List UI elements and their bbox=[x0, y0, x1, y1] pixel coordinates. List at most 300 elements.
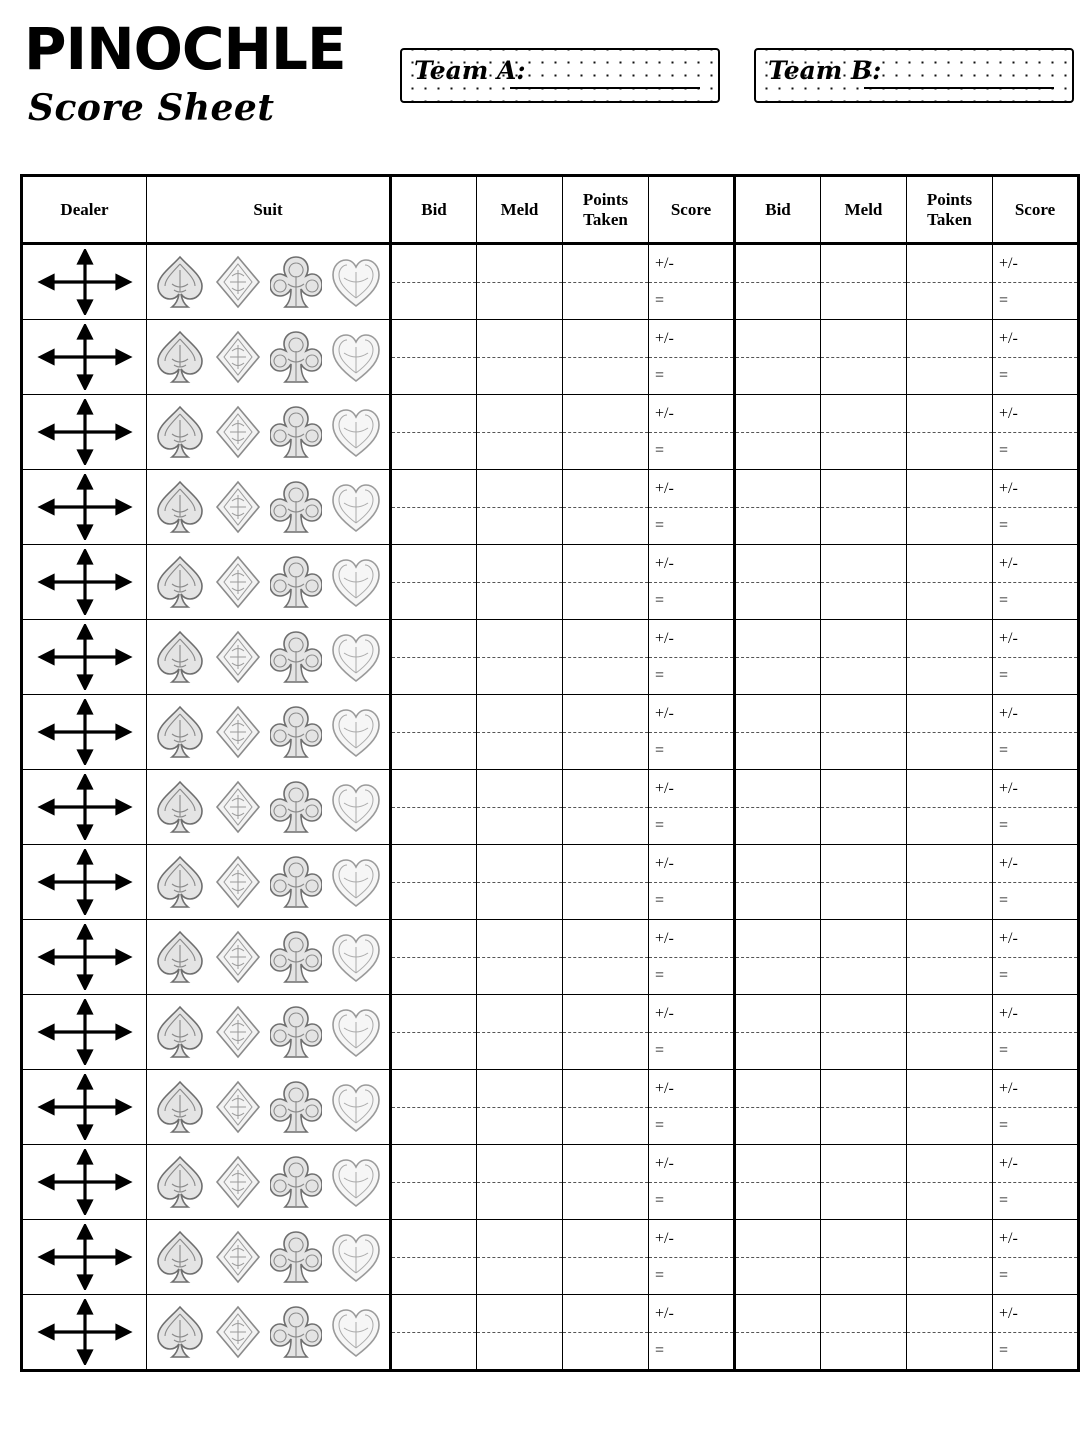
team-a-points-cell[interactable] bbox=[563, 395, 649, 470]
table-row bbox=[22, 470, 1079, 545]
suit-cell[interactable] bbox=[147, 1145, 391, 1220]
team-a-field[interactable] bbox=[400, 48, 720, 103]
team-b-bid-cell[interactable] bbox=[735, 1070, 821, 1145]
score-plusminus-label: +/- bbox=[993, 1220, 1077, 1258]
page-subtitle: Score Sheet bbox=[28, 87, 275, 129]
diamond-icon bbox=[214, 929, 262, 985]
team-a-bid-cell[interactable] bbox=[391, 244, 477, 320]
dealer-cell[interactable] bbox=[22, 320, 147, 395]
score-plusminus-label: +/- bbox=[993, 470, 1077, 508]
heart-icon bbox=[330, 929, 382, 985]
team-a-score-cell[interactable] bbox=[649, 545, 735, 620]
score-total-label: = bbox=[655, 441, 665, 459]
team-b-score-cell[interactable] bbox=[993, 620, 1079, 695]
team-b-score-cell[interactable] bbox=[993, 1295, 1079, 1371]
team-b-score-cell[interactable] bbox=[993, 395, 1079, 470]
table-row bbox=[22, 1070, 1079, 1145]
dealer-cell[interactable] bbox=[22, 1295, 147, 1371]
team-a-points-cell[interactable] bbox=[563, 1295, 649, 1371]
header-a-bid: Bid bbox=[391, 176, 477, 244]
score-total-label: = bbox=[999, 591, 1009, 609]
team-a-points-cell[interactable] bbox=[563, 770, 649, 845]
score-plusminus-label: +/- bbox=[649, 620, 733, 658]
four-direction-arrows-icon bbox=[35, 324, 135, 390]
team-b-points-cell[interactable] bbox=[907, 695, 993, 770]
team-b-bid-cell[interactable] bbox=[735, 620, 821, 695]
suit-icons bbox=[147, 250, 389, 314]
team-b-score-cell[interactable] bbox=[993, 845, 1079, 920]
team-a-points-cell[interactable] bbox=[563, 1070, 649, 1145]
score-plusminus-label: +/- bbox=[649, 245, 733, 283]
table-body bbox=[22, 244, 1079, 1371]
spade-icon bbox=[154, 329, 206, 385]
team-a-meld-cell[interactable] bbox=[477, 845, 563, 920]
club-icon bbox=[270, 854, 322, 910]
heart-icon bbox=[330, 404, 382, 460]
team-b-bid-cell[interactable] bbox=[735, 995, 821, 1070]
team-a-bid-cell[interactable] bbox=[391, 1070, 477, 1145]
score-plusminus-label: +/- bbox=[993, 1145, 1077, 1183]
club-icon bbox=[270, 254, 322, 310]
team-b-label: Team B: bbox=[768, 56, 882, 85]
club-icon bbox=[270, 329, 322, 385]
team-b-bid-cell[interactable] bbox=[735, 1145, 821, 1220]
club-icon bbox=[270, 704, 322, 760]
team-b-meld-cell[interactable] bbox=[821, 770, 907, 845]
club-icon bbox=[270, 929, 322, 985]
team-b-bid-cell[interactable] bbox=[735, 920, 821, 995]
team-a-meld-cell[interactable] bbox=[477, 620, 563, 695]
spade-icon bbox=[154, 554, 206, 610]
dealer-cell[interactable] bbox=[22, 1145, 147, 1220]
score-total-label: = bbox=[999, 1191, 1009, 1209]
header-b-bid: Bid bbox=[735, 176, 821, 244]
score-plusminus-label: +/- bbox=[993, 395, 1077, 433]
suit-icons bbox=[147, 925, 389, 989]
team-b-points-cell[interactable] bbox=[907, 320, 993, 395]
team-a-points-cell[interactable] bbox=[563, 920, 649, 995]
club-icon bbox=[270, 404, 322, 460]
diamond-icon bbox=[214, 329, 262, 385]
suit-cell[interactable] bbox=[147, 770, 391, 845]
score-plusminus-label: +/- bbox=[993, 695, 1077, 733]
diamond-icon bbox=[214, 854, 262, 910]
score-total-label: = bbox=[999, 441, 1009, 459]
team-b-points-cell[interactable] bbox=[907, 1220, 993, 1295]
team-a-meld-cell[interactable] bbox=[477, 244, 563, 320]
header-a-score: Score bbox=[649, 176, 735, 244]
team-b-bid-cell[interactable] bbox=[735, 244, 821, 320]
suit-icons bbox=[147, 1300, 389, 1364]
team-b-points-cell[interactable] bbox=[907, 545, 993, 620]
team-a-meld-cell[interactable] bbox=[477, 770, 563, 845]
team-b-write-line[interactable] bbox=[864, 87, 1054, 89]
suit-cell[interactable] bbox=[147, 845, 391, 920]
club-icon bbox=[270, 1154, 322, 1210]
team-a-points-cell[interactable] bbox=[563, 845, 649, 920]
team-b-points-cell[interactable] bbox=[907, 770, 993, 845]
four-direction-arrows-icon bbox=[35, 1074, 135, 1140]
team-b-score-cell[interactable] bbox=[993, 1220, 1079, 1295]
spade-icon bbox=[154, 1154, 206, 1210]
suit-icons bbox=[147, 1225, 389, 1289]
team-b-meld-cell[interactable] bbox=[821, 470, 907, 545]
score-plusminus-label: +/- bbox=[993, 245, 1077, 283]
score-plusminus-label: +/- bbox=[649, 1295, 733, 1333]
dealer-cell[interactable] bbox=[22, 1070, 147, 1145]
diamond-icon bbox=[214, 1004, 262, 1060]
heart-icon bbox=[330, 1004, 382, 1060]
score-total-label: = bbox=[655, 591, 665, 609]
team-b-points-cell[interactable] bbox=[907, 1145, 993, 1220]
team-b-bid-cell[interactable] bbox=[735, 1220, 821, 1295]
score-plusminus-label: +/- bbox=[993, 1295, 1077, 1333]
team-b-points-cell[interactable] bbox=[907, 995, 993, 1070]
team-a-meld-cell[interactable] bbox=[477, 1145, 563, 1220]
team-a-points-cell[interactable] bbox=[563, 995, 649, 1070]
team-a-score-cell[interactable] bbox=[649, 395, 735, 470]
team-a-score-cell[interactable] bbox=[649, 1070, 735, 1145]
score-plusminus-label: +/- bbox=[993, 1070, 1077, 1108]
diamond-icon bbox=[214, 1154, 262, 1210]
dealer-cell[interactable] bbox=[22, 770, 147, 845]
team-a-points-cell[interactable] bbox=[563, 545, 649, 620]
team-a-score-cell[interactable] bbox=[649, 470, 735, 545]
heart-icon bbox=[330, 704, 382, 760]
team-a-bid-cell[interactable] bbox=[391, 470, 477, 545]
team-b-score-cell[interactable] bbox=[993, 244, 1079, 320]
spade-icon bbox=[154, 929, 206, 985]
four-direction-arrows-icon bbox=[35, 999, 135, 1065]
dealer-cell[interactable] bbox=[22, 695, 147, 770]
suit-cell[interactable] bbox=[147, 320, 391, 395]
team-b-points-cell[interactable] bbox=[907, 845, 993, 920]
team-b-bid-cell[interactable] bbox=[735, 695, 821, 770]
team-b-score-cell[interactable] bbox=[993, 995, 1079, 1070]
team-a-bid-cell[interactable] bbox=[391, 1295, 477, 1371]
score-total-label: = bbox=[999, 816, 1009, 834]
diamond-icon bbox=[214, 254, 262, 310]
team-b-score-cell[interactable] bbox=[993, 1145, 1079, 1220]
team-b-points-cell[interactable] bbox=[907, 395, 993, 470]
heart-icon bbox=[330, 1079, 382, 1135]
team-a-points-cell[interactable] bbox=[563, 620, 649, 695]
score-total-label: = bbox=[999, 516, 1009, 534]
table-row bbox=[22, 920, 1079, 995]
team-b-meld-cell[interactable] bbox=[821, 1295, 907, 1371]
team-a-score-cell[interactable] bbox=[649, 770, 735, 845]
diamond-icon bbox=[214, 404, 262, 460]
four-direction-arrows-icon bbox=[35, 849, 135, 915]
team-b-points-cell[interactable] bbox=[907, 470, 993, 545]
team-b-score-cell[interactable] bbox=[993, 320, 1079, 395]
team-a-meld-cell[interactable] bbox=[477, 995, 563, 1070]
team-b-score-cell[interactable] bbox=[993, 470, 1079, 545]
score-total-label: = bbox=[999, 291, 1009, 309]
dealer-cell[interactable] bbox=[22, 845, 147, 920]
spade-icon bbox=[154, 704, 206, 760]
score-total-label: = bbox=[999, 1041, 1009, 1059]
team-b-meld-cell[interactable] bbox=[821, 695, 907, 770]
table-row bbox=[22, 545, 1079, 620]
team-a-meld-cell[interactable] bbox=[477, 1295, 563, 1371]
diamond-icon bbox=[214, 779, 262, 835]
score-plusminus-label: +/- bbox=[649, 320, 733, 358]
team-a-meld-cell[interactable] bbox=[477, 695, 563, 770]
table-row bbox=[22, 1220, 1079, 1295]
team-b-points-cell[interactable] bbox=[907, 620, 993, 695]
spade-icon bbox=[154, 404, 206, 460]
suit-icons bbox=[147, 1000, 389, 1064]
team-a-meld-cell[interactable] bbox=[477, 470, 563, 545]
suit-cell[interactable] bbox=[147, 1220, 391, 1295]
page-header bbox=[18, 15, 1062, 170]
score-plusminus-label: +/- bbox=[993, 320, 1077, 358]
team-b-field[interactable] bbox=[754, 48, 1074, 103]
team-a-meld-cell[interactable] bbox=[477, 1070, 563, 1145]
team-a-points-cell[interactable] bbox=[563, 695, 649, 770]
team-b-bid-cell[interactable] bbox=[735, 395, 821, 470]
team-a-write-line[interactable] bbox=[510, 87, 700, 89]
spade-icon bbox=[154, 1229, 206, 1285]
team-b-bid-cell[interactable] bbox=[735, 1295, 821, 1371]
team-b-bid-cell[interactable] bbox=[735, 770, 821, 845]
team-b-score-cell[interactable] bbox=[993, 545, 1079, 620]
team-a-bid-cell[interactable] bbox=[391, 620, 477, 695]
team-b-meld-cell[interactable] bbox=[821, 545, 907, 620]
suit-cell[interactable] bbox=[147, 620, 391, 695]
score-plusminus-label: +/- bbox=[649, 920, 733, 958]
score-plusminus-label: +/- bbox=[649, 845, 733, 883]
club-icon bbox=[270, 554, 322, 610]
score-total-label: = bbox=[655, 666, 665, 684]
club-icon bbox=[270, 629, 322, 685]
dealer-cell[interactable] bbox=[22, 1220, 147, 1295]
suit-cell[interactable] bbox=[147, 995, 391, 1070]
heart-icon bbox=[330, 779, 382, 835]
team-a-points-cell[interactable] bbox=[563, 1220, 649, 1295]
team-a-score-cell[interactable] bbox=[649, 1295, 735, 1371]
team-b-points-cell[interactable] bbox=[907, 244, 993, 320]
page-title: PINOCHLE bbox=[24, 15, 346, 83]
team-a-bid-cell[interactable] bbox=[391, 1145, 477, 1220]
score-total-label: = bbox=[655, 1191, 665, 1209]
header-b-points-taken: Points Taken bbox=[907, 176, 993, 244]
team-a-meld-cell[interactable] bbox=[477, 920, 563, 995]
team-b-score-cell[interactable] bbox=[993, 920, 1079, 995]
heart-icon bbox=[330, 479, 382, 535]
score-total-label: = bbox=[655, 366, 665, 384]
spade-icon bbox=[154, 1079, 206, 1135]
team-a-points-cell[interactable] bbox=[563, 470, 649, 545]
team-a-meld-cell[interactable] bbox=[477, 395, 563, 470]
team-b-meld-cell[interactable] bbox=[821, 620, 907, 695]
team-a-bid-cell[interactable] bbox=[391, 395, 477, 470]
heart-icon bbox=[330, 854, 382, 910]
table-row bbox=[22, 395, 1079, 470]
team-a-bid-cell[interactable] bbox=[391, 845, 477, 920]
dealer-cell[interactable] bbox=[22, 470, 147, 545]
table-row bbox=[22, 770, 1079, 845]
team-a-score-cell[interactable] bbox=[649, 920, 735, 995]
dealer-cell[interactable] bbox=[22, 395, 147, 470]
score-total-label: = bbox=[655, 1116, 665, 1134]
team-a-meld-cell[interactable] bbox=[477, 320, 563, 395]
diamond-icon bbox=[214, 1229, 262, 1285]
header-suit: Suit bbox=[147, 176, 391, 244]
dealer-cell[interactable] bbox=[22, 545, 147, 620]
heart-icon bbox=[330, 1229, 382, 1285]
score-plusminus-label: +/- bbox=[649, 995, 733, 1033]
score-total-label: = bbox=[655, 516, 665, 534]
team-a-bid-cell[interactable] bbox=[391, 1220, 477, 1295]
club-icon bbox=[270, 479, 322, 535]
four-direction-arrows-icon bbox=[35, 549, 135, 615]
table-row bbox=[22, 1145, 1079, 1220]
score-total-label: = bbox=[655, 291, 665, 309]
score-plusminus-label: +/- bbox=[993, 995, 1077, 1033]
team-b-bid-cell[interactable] bbox=[735, 320, 821, 395]
team-a-bid-cell[interactable] bbox=[391, 770, 477, 845]
team-b-score-cell[interactable] bbox=[993, 770, 1079, 845]
header-b-score: Score bbox=[993, 176, 1079, 244]
team-a-score-cell[interactable] bbox=[649, 1145, 735, 1220]
team-b-score-cell[interactable] bbox=[993, 695, 1079, 770]
team-a-score-cell[interactable] bbox=[649, 620, 735, 695]
team-b-meld-cell[interactable] bbox=[821, 995, 907, 1070]
suit-icons bbox=[147, 1075, 389, 1139]
table-row bbox=[22, 995, 1079, 1070]
score-plusminus-label: +/- bbox=[649, 1145, 733, 1183]
score-plusminus-label: +/- bbox=[649, 395, 733, 433]
heart-icon bbox=[330, 329, 382, 385]
diamond-icon bbox=[214, 1079, 262, 1135]
suit-cell[interactable] bbox=[147, 545, 391, 620]
score-total-label: = bbox=[999, 666, 1009, 684]
team-a-bid-cell[interactable] bbox=[391, 920, 477, 995]
score-plusminus-label: +/- bbox=[993, 920, 1077, 958]
spade-icon bbox=[154, 1004, 206, 1060]
team-b-meld-cell[interactable] bbox=[821, 845, 907, 920]
header-b-meld: Meld bbox=[821, 176, 907, 244]
suit-cell[interactable] bbox=[147, 920, 391, 995]
four-direction-arrows-icon bbox=[35, 699, 135, 765]
score-total-label: = bbox=[655, 1041, 665, 1059]
team-a-label: Team A: bbox=[414, 56, 526, 85]
team-a-score-cell[interactable] bbox=[649, 995, 735, 1070]
team-a-score-cell[interactable] bbox=[649, 695, 735, 770]
score-total-label: = bbox=[655, 966, 665, 984]
score-total-label: = bbox=[655, 816, 665, 834]
team-a-score-cell[interactable] bbox=[649, 244, 735, 320]
team-b-meld-cell[interactable] bbox=[821, 920, 907, 995]
diamond-icon bbox=[214, 479, 262, 535]
team-b-meld-cell[interactable] bbox=[821, 1070, 907, 1145]
suit-icons bbox=[147, 850, 389, 914]
team-a-bid-cell[interactable] bbox=[391, 545, 477, 620]
suit-icons bbox=[147, 550, 389, 614]
team-a-points-cell[interactable] bbox=[563, 1145, 649, 1220]
heart-icon bbox=[330, 254, 382, 310]
suit-cell[interactable] bbox=[147, 1295, 391, 1371]
score-total-label: = bbox=[999, 1116, 1009, 1134]
club-icon bbox=[270, 1229, 322, 1285]
team-b-bid-cell[interactable] bbox=[735, 470, 821, 545]
team-b-bid-cell[interactable] bbox=[735, 545, 821, 620]
table-row bbox=[22, 695, 1079, 770]
diamond-icon bbox=[214, 554, 262, 610]
suit-icons bbox=[147, 775, 389, 839]
spade-icon bbox=[154, 629, 206, 685]
score-plusminus-label: +/- bbox=[649, 470, 733, 508]
score-total-label: = bbox=[655, 741, 665, 759]
header-dealer: Dealer bbox=[22, 176, 147, 244]
suit-icons bbox=[147, 475, 389, 539]
club-icon bbox=[270, 1304, 322, 1360]
team-b-score-cell[interactable] bbox=[993, 1070, 1079, 1145]
team-b-meld-cell[interactable] bbox=[821, 1145, 907, 1220]
club-icon bbox=[270, 1079, 322, 1135]
suit-cell[interactable] bbox=[147, 470, 391, 545]
header-a-points-taken: Points Taken bbox=[563, 176, 649, 244]
suit-cell[interactable] bbox=[147, 695, 391, 770]
suit-icons bbox=[147, 700, 389, 764]
team-b-meld-cell[interactable] bbox=[821, 395, 907, 470]
suit-cell[interactable] bbox=[147, 395, 391, 470]
team-a-bid-cell[interactable] bbox=[391, 695, 477, 770]
score-plusminus-label: +/- bbox=[649, 770, 733, 808]
dealer-cell[interactable] bbox=[22, 995, 147, 1070]
four-direction-arrows-icon bbox=[35, 774, 135, 840]
team-b-bid-cell[interactable] bbox=[735, 845, 821, 920]
score-total-label: = bbox=[999, 366, 1009, 384]
table-row bbox=[22, 845, 1079, 920]
four-direction-arrows-icon bbox=[35, 924, 135, 990]
team-b-meld-cell[interactable] bbox=[821, 244, 907, 320]
team-a-bid-cell[interactable] bbox=[391, 995, 477, 1070]
team-a-bid-cell[interactable] bbox=[391, 320, 477, 395]
team-a-points-cell[interactable] bbox=[563, 320, 649, 395]
four-direction-arrows-icon bbox=[35, 1149, 135, 1215]
spade-icon bbox=[154, 779, 206, 835]
team-a-points-cell[interactable] bbox=[563, 244, 649, 320]
team-a-score-cell[interactable] bbox=[649, 1220, 735, 1295]
score-total-label: = bbox=[655, 1341, 665, 1359]
score-total-label: = bbox=[999, 1341, 1009, 1359]
team-b-meld-cell[interactable] bbox=[821, 320, 907, 395]
dealer-cell[interactable] bbox=[22, 620, 147, 695]
score-total-label: = bbox=[999, 966, 1009, 984]
score-total-label: = bbox=[999, 1266, 1009, 1284]
score-plusminus-label: +/- bbox=[649, 695, 733, 733]
dealer-cell[interactable] bbox=[22, 920, 147, 995]
team-a-score-cell[interactable] bbox=[649, 320, 735, 395]
score-plusminus-label: +/- bbox=[993, 545, 1077, 583]
team-b-points-cell[interactable] bbox=[907, 1070, 993, 1145]
suit-cell[interactable] bbox=[147, 1070, 391, 1145]
club-icon bbox=[270, 1004, 322, 1060]
four-direction-arrows-icon bbox=[35, 249, 135, 315]
team-b-meld-cell[interactable] bbox=[821, 1220, 907, 1295]
team-a-meld-cell[interactable] bbox=[477, 545, 563, 620]
team-a-score-cell[interactable] bbox=[649, 845, 735, 920]
team-b-points-cell[interactable] bbox=[907, 920, 993, 995]
team-a-meld-cell[interactable] bbox=[477, 1220, 563, 1295]
team-b-points-cell[interactable] bbox=[907, 1295, 993, 1371]
four-direction-arrows-icon bbox=[35, 624, 135, 690]
suit-cell[interactable] bbox=[147, 244, 391, 320]
dealer-cell[interactable] bbox=[22, 244, 147, 320]
